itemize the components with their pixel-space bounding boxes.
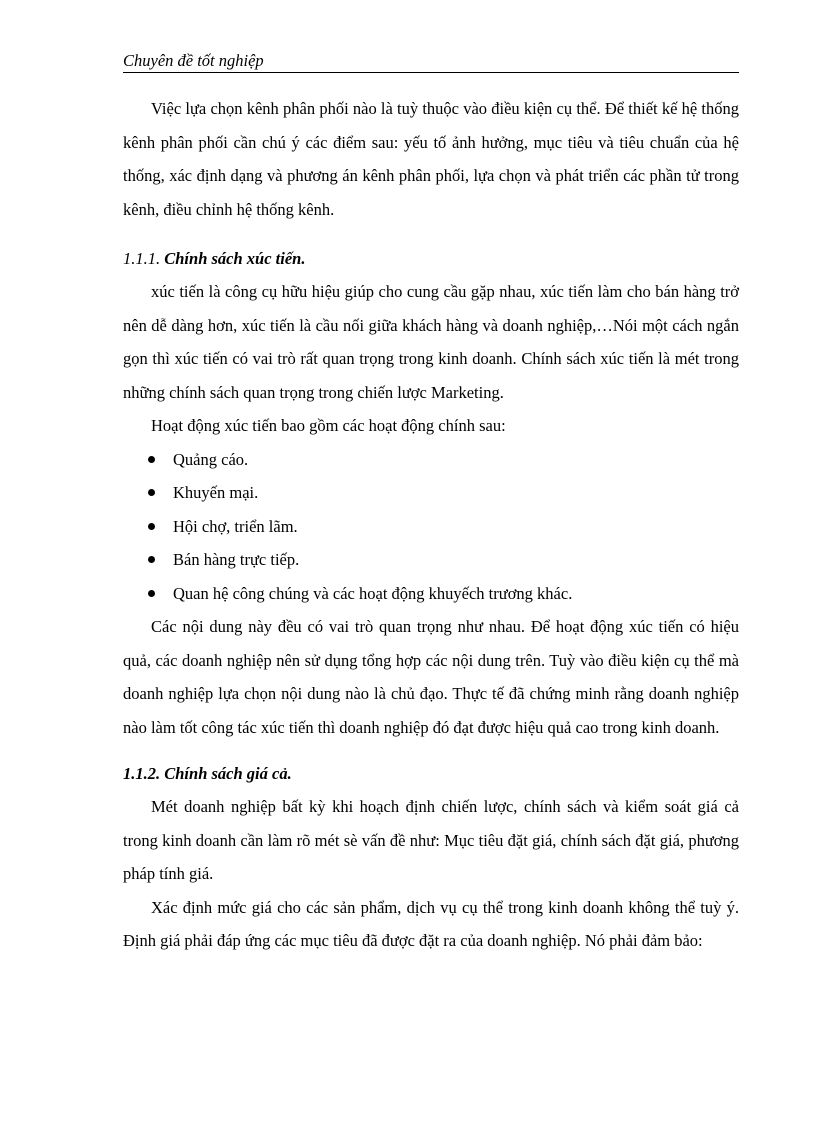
price-paragraph-2: Xác định mức giá cho các sản phẩm, dịch vụ cụ thể trong kinh doanh không thể tuỳ ý. Định giá phải đáp ứng các mục tiêu đã được đặt ra của doanh nghiệp. Nó phải đảm bảo: [123, 897, 739, 950]
bullet-icon [148, 489, 155, 496]
list-item-text: Quan hệ công chúng và các hoạt động khuyếch trương khác. [173, 583, 573, 603]
intro-paragraph: Việc lựa chọn kênh phân phối nào là tuỳ thuộc vào điều kiện cụ thể. Để thiết kế hệ thống kênh phân phối cần chú ý các điểm sau: yếu tố ảnh hưởng, mục tiêu và tiêu chuẩn của hệ thống, xác định dạng và phương án kênh phân phối, lựa chọn và phát triển các phần tử trong kênh, điều chỉnh hệ thống kênh. [123, 99, 739, 219]
bullet-icon [148, 456, 155, 463]
promotion-list-intro: Hoạt động xúc tiến bao gồm các hoạt động chính sau: [151, 416, 506, 435]
section-title: Chính sách xúc tiến. [164, 249, 306, 268]
list-item [123, 476, 739, 510]
bullet-icon [148, 523, 155, 530]
list-item [123, 543, 739, 577]
section-number: 1.1.1. [123, 249, 161, 268]
section-heading-promotion [123, 242, 739, 275]
bullet-icon [148, 556, 155, 563]
list-item [123, 510, 739, 544]
list-item [123, 577, 739, 611]
price-paragraph-1: Mét doanh nghiệp bất kỳ khi hoạch định chiến lược, chính sách và kiểm soát giá cả trong kinh doanh cần làm rõ mét sè vấn đề như: Mục tiêu đặt giá, chính sách đặt giá, phương pháp tính giá. [123, 797, 739, 883]
page-header [123, 50, 739, 73]
bullet-icon [148, 590, 155, 597]
promotion-paragraph-2: Các nội dung này đều có vai trò quan trọng như nhau. Để hoạt động xúc tiến có hiệu quả, các doanh nghiệp nên sử dụng tổng hợp các nội dung trên. Tuỳ vào điều kiện cụ thể mà doanh nghiệp lựa chọn nội dung nào là chủ đạo. Thực tế đã chứng minh rằng doanh nghiệp nào làm tốt công tác xúc tiến thì doanh nghiệp đó đạt được hiệu quả cao trong kinh doanh. [123, 617, 739, 737]
promotion-activity-list [123, 443, 739, 611]
promotion-paragraph-1: xúc tiến là công cụ hữu hiệu giúp cho cung cầu gặp nhau, xúc tiến làm cho bán hàng trở nên dễ dàng hơn, xúc tiến là cầu nối giữa khách hàng và doanh nghiệp,…Nói một cách ngắn gọn thì xúc tiến có vai trò rất quan trọng trong kinh doanh. Chính sách xúc tiến là mét trong những chính sách quan trọng trong chiến lược Marketing. [123, 282, 739, 402]
document-body [123, 92, 739, 958]
section-heading-price: 1.1.2. Chính sách giá cả. [123, 764, 292, 783]
list-item [123, 443, 739, 477]
list-item-text: Quảng cáo. [173, 449, 249, 469]
list-item-text: Hội chợ, triển lãm. [173, 516, 298, 536]
list-item-text: Bán hàng trực tiếp. [173, 550, 300, 569]
list-item-text: Khuyến mại. [173, 483, 259, 502]
header-title: Chuyên đề tốt nghiệp [123, 51, 264, 70]
